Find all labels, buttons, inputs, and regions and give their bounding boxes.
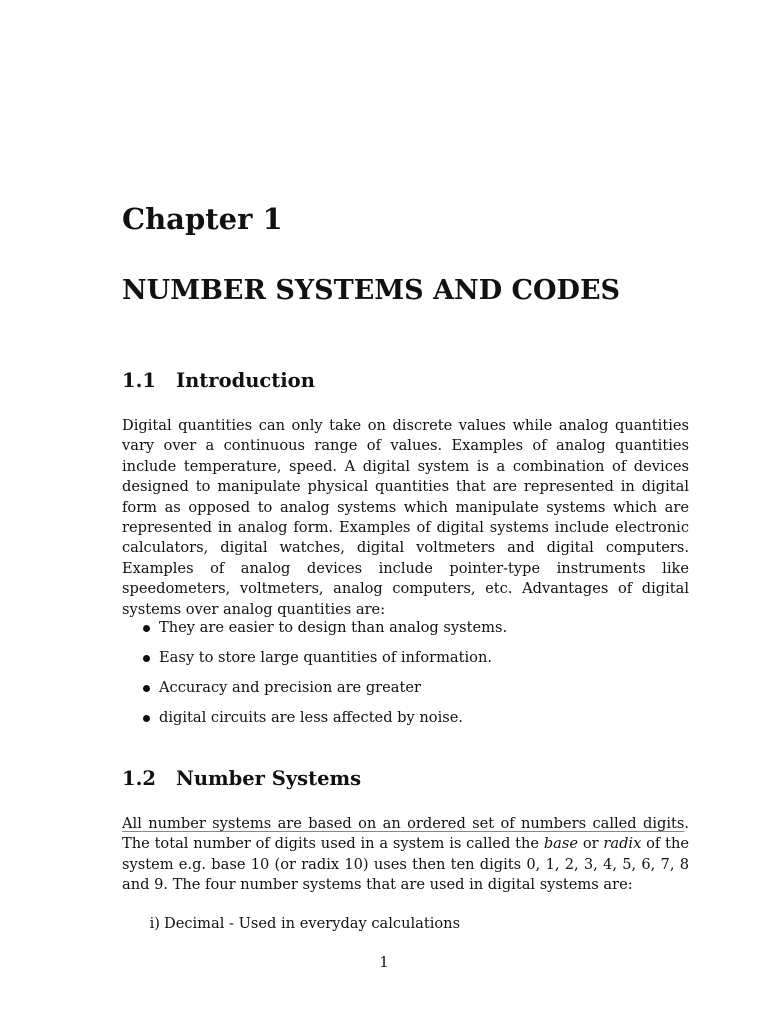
advantages-list [122,618,689,738]
list-item [122,618,689,648]
italic-term-radix: radix [603,835,642,853]
list-item-text: digital circuits are less affected by noise. [159,709,464,726]
section-number: 1.2 [122,767,156,790]
bullet-icon [143,715,150,722]
list-item-text: They are easier to design than analog systems. [159,619,508,636]
underlined-sentence: All number systems are based on an ordered set of numbers called digits [122,815,685,832]
introduction-paragraph: Digital quantities can only take on discrete values while analog quantities vary over a continuous range of values. Examples of analog quantities include temperature, speed. A digital system is a combination of devices designed to manipulate physical quantities that are represented in digital form as opposed to analog systems which manipulate systems which are represented in analog form. Examples of digital systems include electronic calculators, digital watches, digital voltmeters and digital computers. Examples of analog devices include pointer-type instruments like speedometers, voltmeters, analog computers, etc. Advantages of digital systems over analog quantities are: [122,417,689,618]
paragraph-text: of the system e.g. base 10 (or radix 10) uses then ten digits 0, 1, 2, 3, 4, 5, 6, 7, 8 and 9. The four number systems that are used in digital systems are: [122,835,689,894]
enum-marker: i) [149,915,160,932]
list-item [122,708,689,738]
section-heading-number-systems [122,766,361,792]
list-item-text: Accuracy and precision are greater [159,679,421,696]
paragraph-text: or [578,835,604,853]
section-heading-introduction [122,368,315,394]
list-item-text: Easy to store large quantities of information. [159,649,492,666]
section-title: Number Systems [176,767,362,790]
list-item [122,678,689,708]
chapter-title: NUMBER SYSTEMS AND CODES [122,275,621,306]
page-number: 1 [379,954,389,971]
chapter-label: Chapter 1 [122,202,283,236]
number-systems-paragraph [122,814,689,896]
bullet-icon [143,685,150,692]
paragraph-text: . The total number of digits used in a system is called the [122,815,689,853]
list-item [122,648,689,678]
enumerated-item [122,914,689,934]
section-number: 1.1 [122,369,156,392]
enum-text: Decimal - Used in everyday calculations [164,915,461,932]
bullet-icon [143,625,150,632]
italic-term-base: base [543,835,579,853]
section-title: Introduction [176,369,315,392]
bullet-icon [143,655,150,662]
